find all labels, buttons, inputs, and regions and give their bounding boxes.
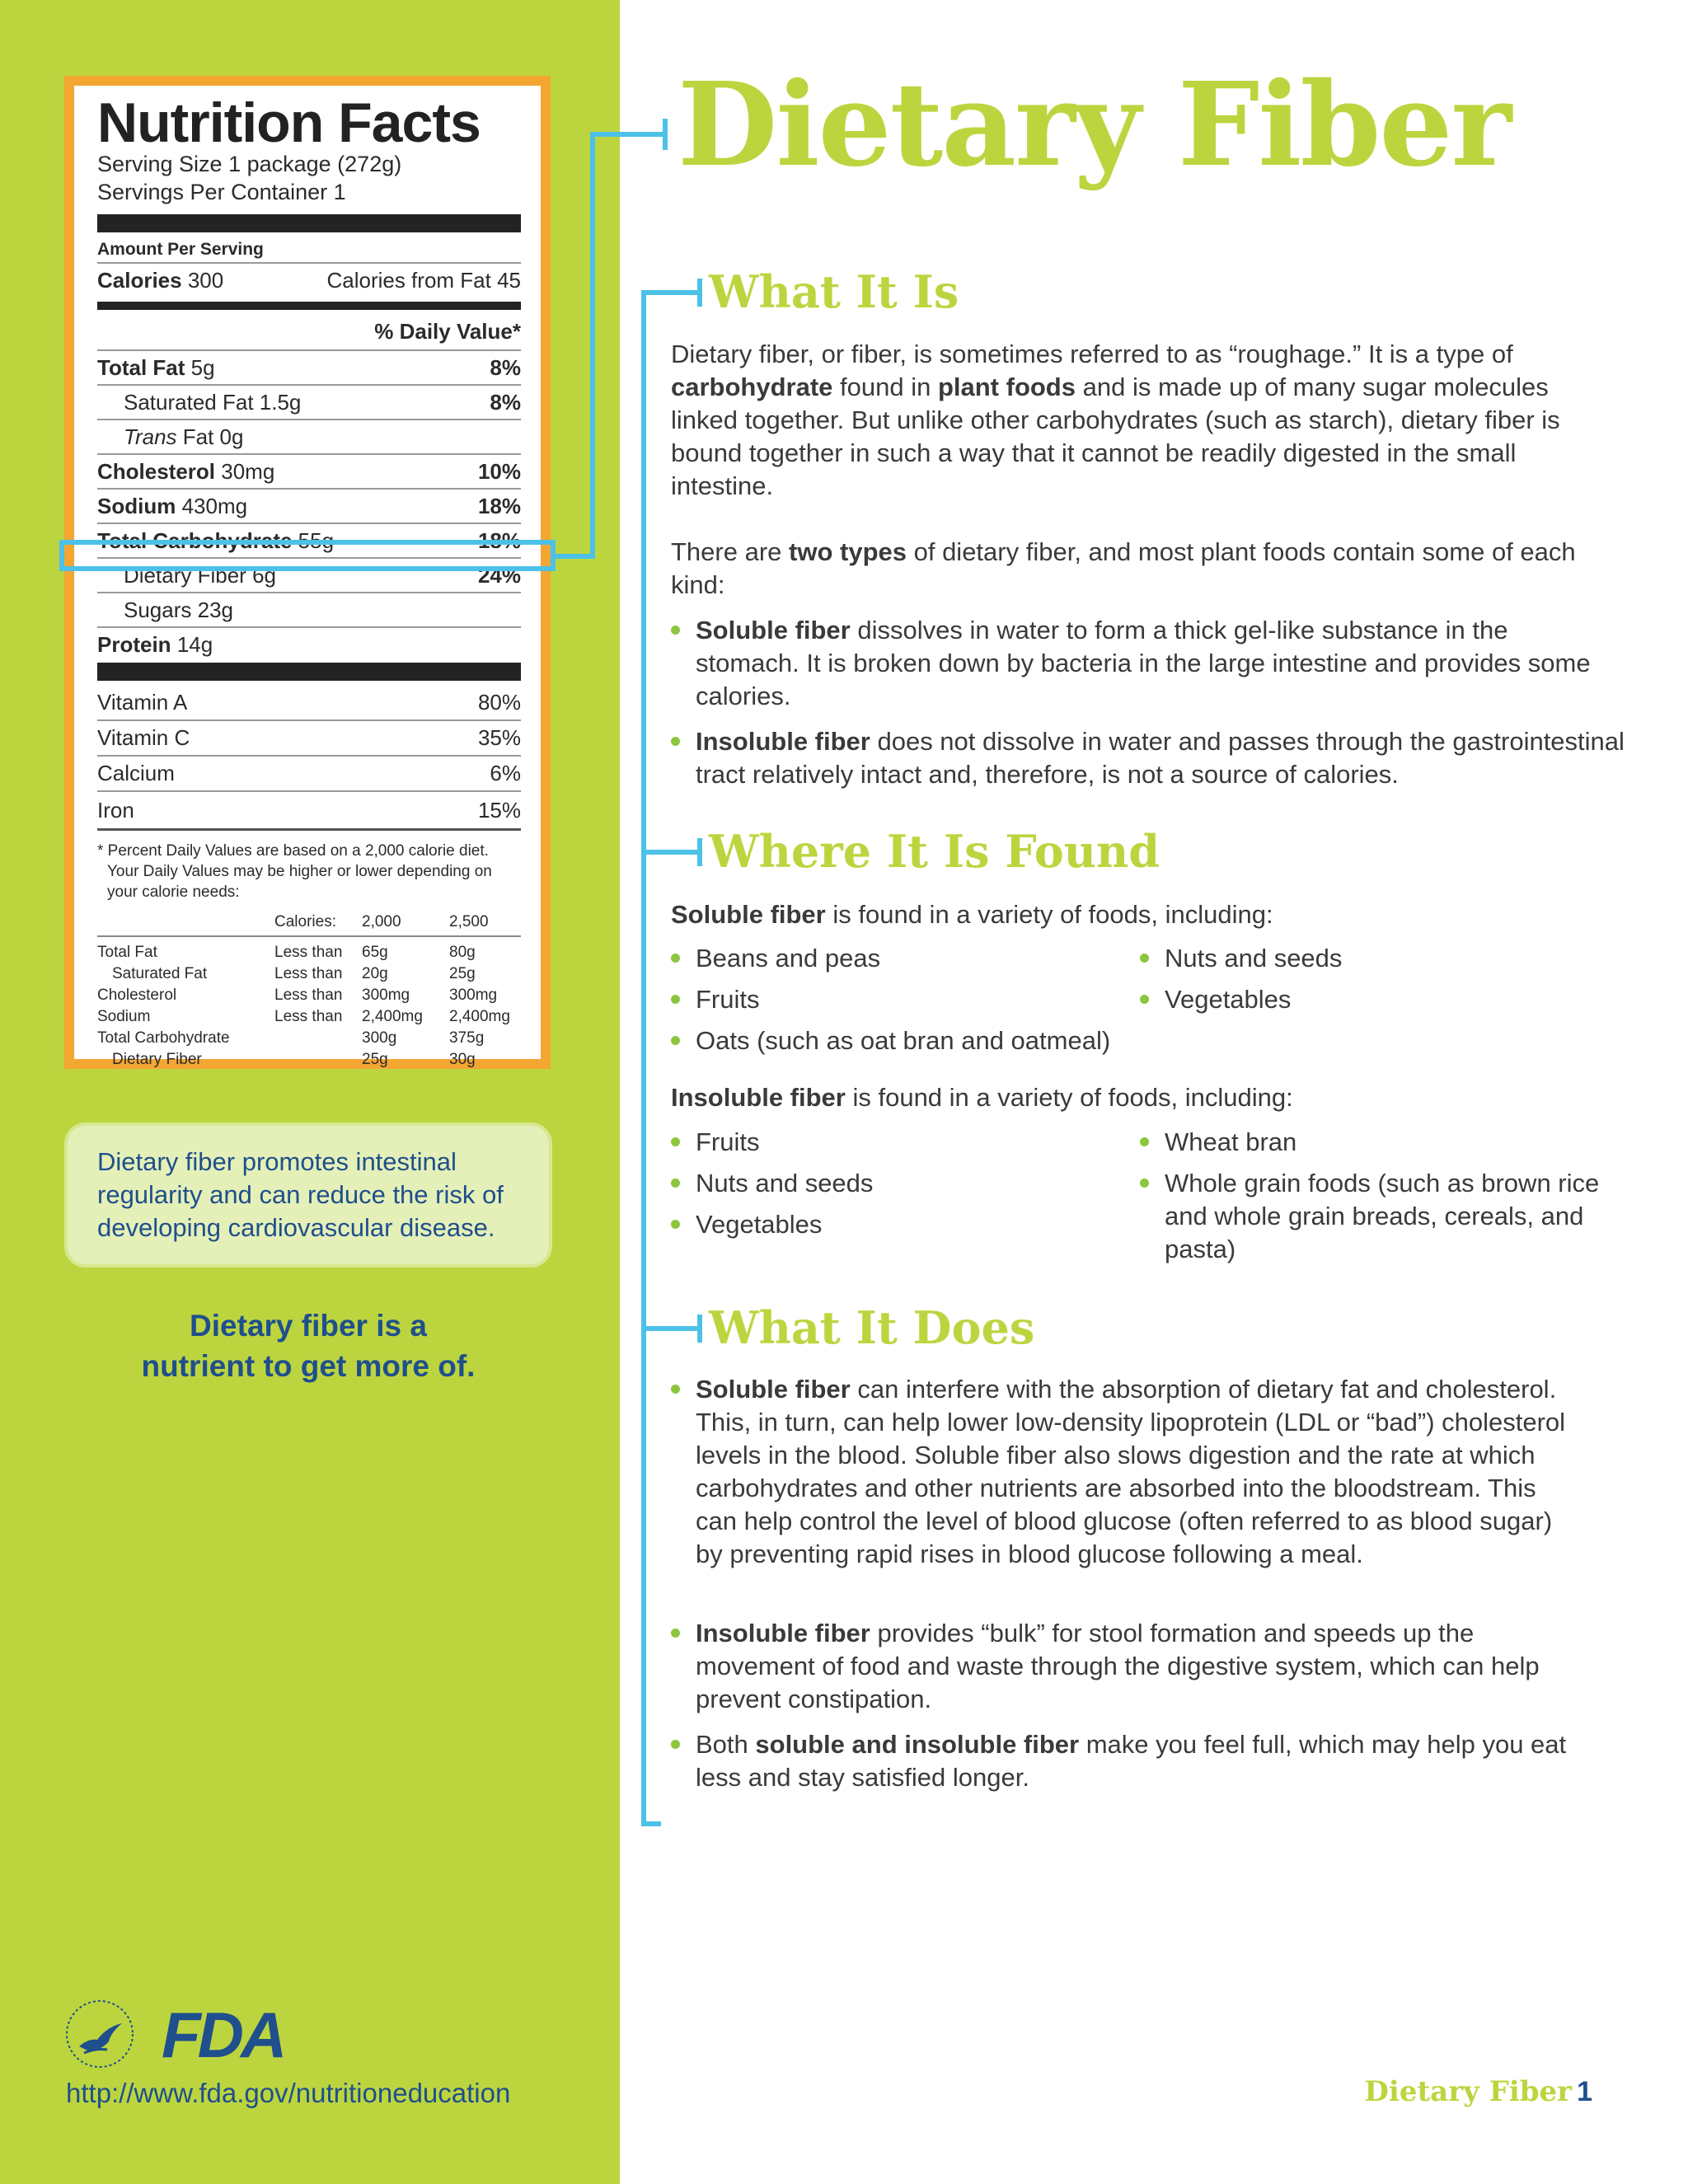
nutrition-title: Nutrition Facts (97, 91, 481, 154)
daily-value-table-header: Calories: 2,000 2,500 (97, 909, 521, 936)
daily-value-table (97, 909, 521, 1071)
nutrient-row-cholesterol: Cholesterol 30mg 10% (97, 455, 521, 490)
hhs-seal-icon (64, 1999, 135, 2069)
table-row: Cholesterol Less than 300mg 300mg (97, 987, 498, 1004)
nutrient-row-sodium: Sodium 430mg 18% (97, 490, 521, 524)
connector-tick-title (663, 119, 668, 150)
what-it-is-paragraph-2: There are two types of dietary fiber, and most plant foods contain some of each kind: (671, 537, 1576, 599)
list-item: Beans and peas (671, 942, 1157, 975)
nutrient-row-trans-fat: Trans Fat 0g (97, 420, 521, 455)
list-item: Insoluble fiber does not dissolve in water and passes through the gastrointestinal tract relatively intact and, therefore, is not a source of calories. (671, 725, 1627, 791)
list-item: Oats (such as oat bran and oatmeal) (671, 1024, 1207, 1057)
list-item: Vegetables (1140, 983, 1610, 1016)
soluble-intro: Soluble fiber is found in a variety of foods, including: (671, 900, 1273, 929)
nutrient-row-dietary-fiber: Dietary Fiber 6g 24% (97, 559, 521, 593)
divider-medium (97, 302, 521, 310)
table-row: Total Carbohydrate 300g 375g (97, 1029, 485, 1047)
table-row: Total Fat Less than 65g 80g (97, 944, 476, 961)
list-item: Whole grain foods (such as brown rice and whole grain breads, cereals, and pasta) (1140, 1167, 1610, 1266)
list-item: Wheat bran (1140, 1126, 1610, 1159)
timeline-tick-what-it-is (641, 290, 701, 295)
page-title: Dietary Fiber (678, 58, 1511, 193)
section-timeline-line (641, 290, 646, 1826)
list-item: Insoluble fiber provides “bulk” for stool formation and speeds up the movement of food and waste through the digestive system, which can help prevent constipation. (671, 1617, 1569, 1716)
nutrient-row-sugars: Sugars 23g (97, 593, 521, 628)
what-it-is-paragraph-1: Dietary fiber, or fiber, is sometimes referred to as “roughage.” It is a type of carbohydrate found in plant foods and is made up of many sugar molecules linked together. But unlike other carbohydrates (such as starch), dietary fiber is bound together in such a way that it cannot be readily digested in the small intestine. (671, 340, 1560, 500)
dietary-fiber-highlight (59, 540, 556, 571)
insoluble-intro: Insoluble fiber is found in a variety of foods, including: (671, 1083, 1293, 1112)
nutrient-row-saturated-fat: Saturated Fat 1.5g 8% (97, 386, 521, 420)
vitamin-row-a: Vitamin A 80% (97, 686, 521, 721)
daily-value-header: % Daily Value* (97, 313, 521, 351)
list-item: Nuts and seeds (1140, 942, 1610, 975)
nutrient-row-total-fat: Total Fat 5g 8% (97, 351, 521, 386)
connector-vertical-1 (590, 132, 595, 559)
calories-from-fat: Calories from Fat 45 (326, 267, 521, 293)
servings-per-container: Servings Per Container 1 (97, 180, 346, 204)
timeline-tick-cap-1 (697, 279, 702, 307)
fda-url-link[interactable]: http://www.fda.gov/nutritioneducation (66, 2078, 511, 2108)
calories-value: 300 (187, 267, 224, 293)
list-item: Vegetables (671, 1208, 1157, 1241)
list-item: Fruits (671, 983, 1157, 1016)
table-row: Sodium Less than 2,400mg 2,400mg (97, 1008, 510, 1025)
daily-value-footnote: * Percent Daily Values are based on a 2,000 calorie diet. Your Daily Values may be higher or lower depending on your calorie needs: (97, 842, 492, 901)
timeline-tick-cap-2 (697, 838, 702, 866)
nutrient-row-protein: Protein 14g (97, 631, 213, 657)
vitamin-row-c: Vitamin C 35% (97, 721, 521, 757)
heading-what-it-is: What It Is (709, 265, 959, 318)
page-number: 1 (1577, 2076, 1592, 2107)
list-item: Both soluble and insoluble fiber make you feel full, which may help you eat less and stay satisfied longer. (671, 1728, 1569, 1794)
fda-logo-icon (162, 2004, 295, 2065)
nutrient-row-total-carbohydrate: Total Carbohydrate 55g 18% (97, 524, 521, 559)
table-row: Dietary Fiber 25g 30g (112, 1051, 476, 1068)
vitamin-row-iron: Iron 15% (97, 792, 521, 831)
divider-thick-2 (97, 663, 521, 681)
nutrient-callout: Dietary fiber is a nutrient to get more of. (141, 1309, 476, 1383)
svg-text:FDA: FDA (162, 2004, 284, 2065)
nutrition-facts-label (64, 76, 551, 1069)
timeline-tick-where-found (641, 850, 701, 855)
connector-horizontal-1 (556, 554, 595, 559)
page-footer: Dietary Fiber 1 (1364, 2075, 1592, 2108)
list-item: Fruits (671, 1126, 1157, 1159)
divider-thick (97, 214, 521, 232)
list-item: Nuts and seeds (671, 1167, 1157, 1200)
timeline-tick-cap-3 (697, 1315, 702, 1343)
amount-per-serving: Amount Per Serving (97, 237, 521, 264)
promo-callout: Dietary fiber promotes intestinal regularity and can reduce the risk of developing cardiovascular disease. (64, 1122, 552, 1268)
timeline-tick-what-it-does (641, 1326, 701, 1331)
heading-where-found: Where It Is Found (709, 825, 1160, 878)
vitamin-row-calcium: Calcium 6% (97, 757, 521, 792)
serving-size: Serving Size 1 package (272g) (97, 152, 402, 176)
list-item: Soluble fiber can interfere with the absorption of dietary fat and cholesterol. This, in turn, can help lower low-density lipoprotein (LDL or “bad”) cholesterol levels in the blood. Soluble fiber also slows digestion and the rate at which carbohydrates and other nutrients are absorbed into the bloodstream. This can help control the level of blood glucose (often referred to as blood sugar) by preventing rapid rises in blood glucose following a meal. (671, 1373, 1569, 1571)
table-row: Saturated Fat Less than 20g 25g (112, 965, 476, 982)
list-item: Soluble fiber dissolves in water to form a thick gel-like substance in the stomach. It is broken down by bacteria in the large intestine and provides some calories. (671, 614, 1611, 713)
calories-label: Calories (97, 267, 182, 293)
calories-row (97, 264, 521, 297)
heading-what-it-does: What It Does (709, 1301, 1035, 1354)
connector-horizontal-2 (590, 132, 666, 137)
timeline-end-tick (641, 1821, 661, 1826)
